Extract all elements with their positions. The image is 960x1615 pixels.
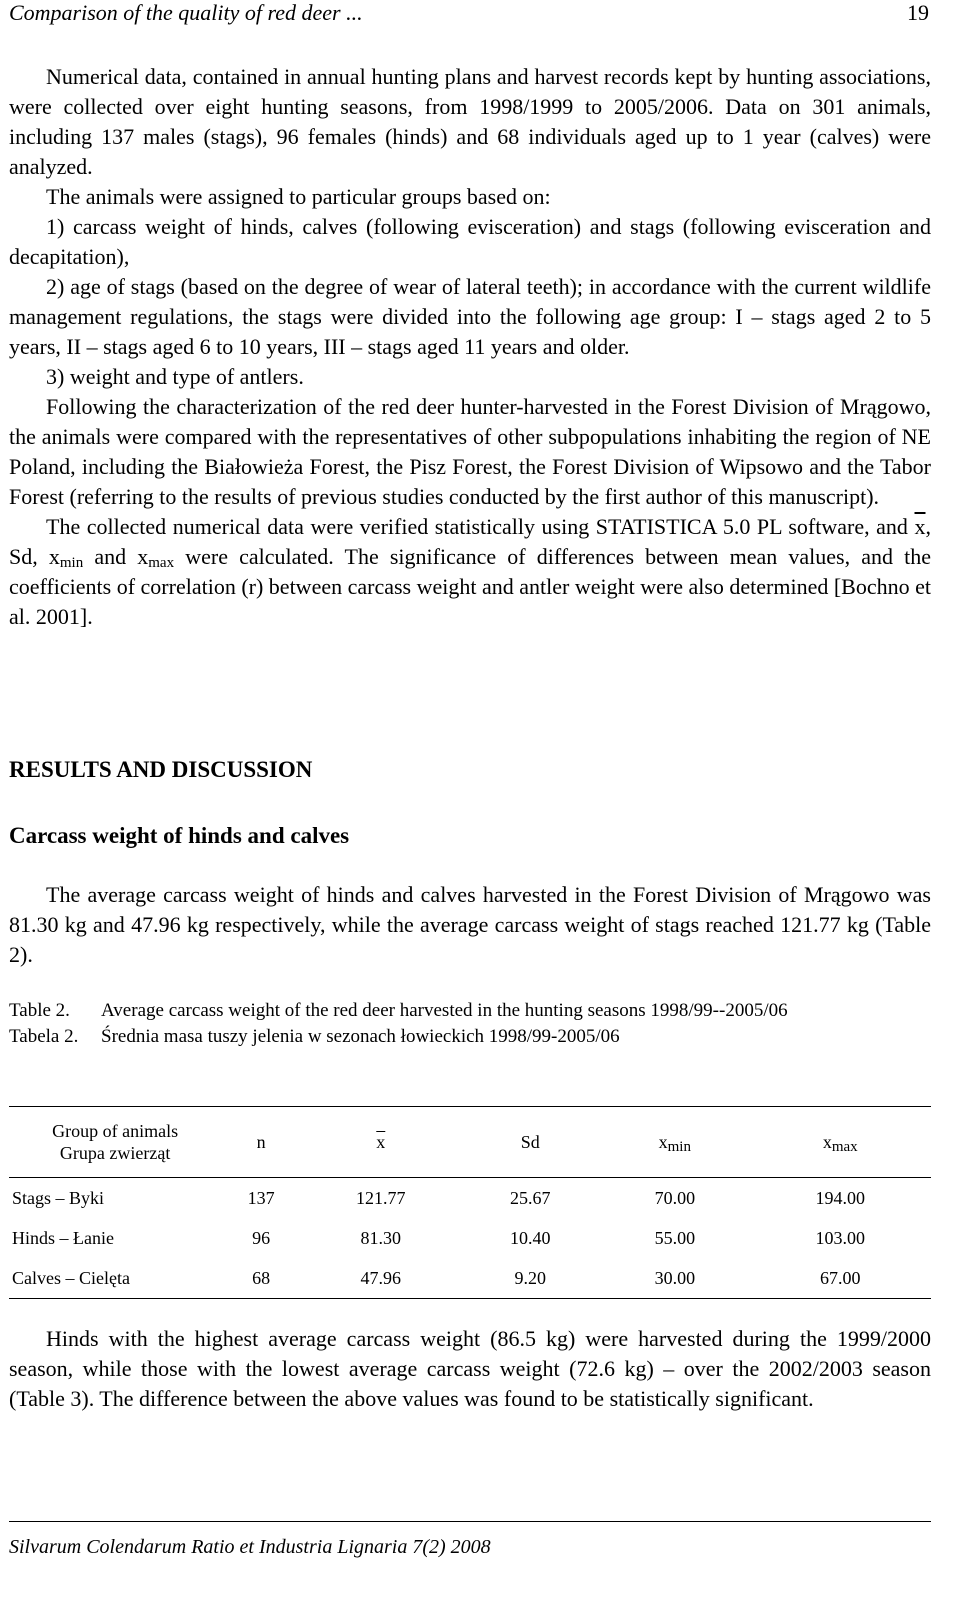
cell-group: Stags – Byki [12, 1187, 105, 1208]
page-number: 19 [907, 0, 929, 25]
header-group-pl: Grupa zwierząt [59, 1143, 171, 1163]
journal-citation: Silvarum Colendarum Ratio et Industria Lignaria 7(2) 2008 [9, 1536, 491, 1558]
header-max [750, 1107, 931, 1178]
subsection-heading-carcass: Carcass weight of hinds and calves [9, 823, 350, 848]
header-max-base: x [822, 1131, 832, 1152]
results-paragraph-1-wrap [9, 880, 931, 970]
cell-n: 96 [252, 1227, 271, 1248]
table-caption-pl-text: Średnia masa tuszy jelenia w sezonach łowieckich 1998/99-2005/06 [101, 1026, 620, 1047]
table-caption-pl-label: Tabela 2. [9, 1026, 79, 1047]
section-heading-results: RESULTS AND DISCUSSION [9, 757, 313, 782]
header-min [600, 1107, 750, 1178]
header-mean [301, 1107, 460, 1178]
running-header [9, 0, 931, 28]
mean-symbol: $\overline{x}$ [914, 514, 926, 539]
header-min-sub: min [667, 1138, 691, 1155]
methods-paragraph-2: The animals were assigned to particular groups based on: [46, 184, 551, 209]
table-caption [9, 998, 931, 1050]
methods-list-item-2: 2) age of stags (based on the degree of wear of lateral teeth); in accordance with the current wildlife management regulations, the stags were divided into the following age group: I – stags aged 2 to 5 years, II – stags aged 6 to 10 years, III – stags aged 11 years and older. [9, 274, 931, 359]
cell-min: 55.00 [654, 1227, 696, 1248]
methods-paragraph-1: Numerical data, contained in annual hunting plans and harvest records kept by hunting associations, were collected over eight hunting seasons, from 1998/1999 to 2005/2006. Data on 301 animals, including 137 males (stags), 96 females (hinds) and 68 individuals aged up to 1 year (calves) were analyzed. [9, 64, 931, 179]
page-footer [9, 1521, 931, 1560]
header-max-sub: max [831, 1138, 858, 1155]
cell-group: Calves – Cielęta [12, 1267, 130, 1288]
table-caption-en-text: Average carcass weight of the red deer harvested in the hunting seasons 1998/99--2005/06 [101, 1000, 788, 1021]
results-paragraph-1: The average carcass weight of hinds and calves harvested in the Forest Division of Mrągowo was 81.30 kg and 47.96 kg respectively, while the average carcass weight of stags reached 121.77 kg (Table 2). [9, 882, 931, 967]
methods-list-item-1: 1) carcass weight of hinds, calves (following evisceration) and stags (following evisceration and decapitation), [9, 214, 931, 269]
header-min-base: x [658, 1131, 668, 1152]
running-title: Comparison of the quality of red deer ... [9, 0, 363, 25]
table-caption-en-label: Table 2. [9, 1000, 70, 1021]
carcass-weight-table [9, 1107, 931, 1298]
cell-mean: 47.96 [360, 1267, 402, 1288]
cell-max: 67.00 [820, 1267, 861, 1288]
header-mean-symbol: $\overline{x}$ [376, 1131, 386, 1152]
cell-sd: 10.40 [510, 1227, 551, 1248]
cell-group: Hinds – Łanie [12, 1227, 114, 1248]
methods-paragraph-comparison: Following the characterization of the red deer hunter-harvested in the Forest Division of Mrągowo, the animals were compared with the representatives of other subpopulations inhabiting the region of NE Poland, including the Białowieża Forest, the Pisz Forest, the Forest Division of Wipsowo and the Tabor Forest (referring to the results of previous studies conducted by the first author of this manuscript). [9, 394, 931, 509]
cell-max: 103.00 [815, 1227, 866, 1248]
table-header-row [9, 1107, 931, 1178]
stats-text-b: , Sd, x [9, 514, 931, 569]
stats-text-d: were calculated. The significance of differences between mean values, and the coefficients of correlation (r) between carcass weight and antler weight were also determined [Bochno et al. 2001]. [9, 544, 931, 629]
table-bottom-rule [9, 1298, 931, 1299]
subscript-max: max [148, 555, 175, 571]
table-row [9, 1218, 931, 1258]
stats-text-a: The collected numerical data were verified statistically using STATISTICA 5.0 PL software, and [46, 514, 915, 539]
header-group [9, 1107, 221, 1178]
cell-min: 30.00 [654, 1267, 696, 1288]
methods-list-item-3: 3) weight and type of antlers. [46, 364, 304, 389]
cell-n: 68 [252, 1267, 271, 1288]
table-row [9, 1258, 931, 1298]
cell-mean: 81.30 [360, 1227, 402, 1248]
cell-sd: 25.67 [510, 1187, 551, 1208]
cell-min: 70.00 [654, 1187, 696, 1208]
header-n: n [256, 1131, 266, 1152]
table-2 [9, 1106, 931, 1299]
cell-sd: 9.20 [514, 1267, 547, 1288]
methods-paragraph-statistics [9, 512, 931, 632]
results-paragraph-2: Hinds with the highest average carcass weight (86.5 kg) were harvested during the 1999/2000 season, while those with the lowest average carcass weight (72.6 kg) – over the 2002/2003 season (Table 3). The difference between the above values was found to be statistically significant. [9, 1326, 931, 1411]
table-row [9, 1178, 931, 1218]
cell-mean: 121.77 [356, 1187, 406, 1208]
results-paragraph-2-wrap [9, 1324, 931, 1414]
methods-section [9, 62, 931, 632]
footer-rule [9, 1521, 931, 1522]
stats-text-c: and x [83, 544, 149, 569]
header-sd: Sd [520, 1131, 540, 1152]
header-group-en: Group of animals [52, 1121, 179, 1141]
cell-max: 194.00 [815, 1187, 866, 1208]
page [9, 0, 931, 1615]
cell-n: 137 [247, 1187, 275, 1208]
subscript-min: min [59, 555, 84, 571]
